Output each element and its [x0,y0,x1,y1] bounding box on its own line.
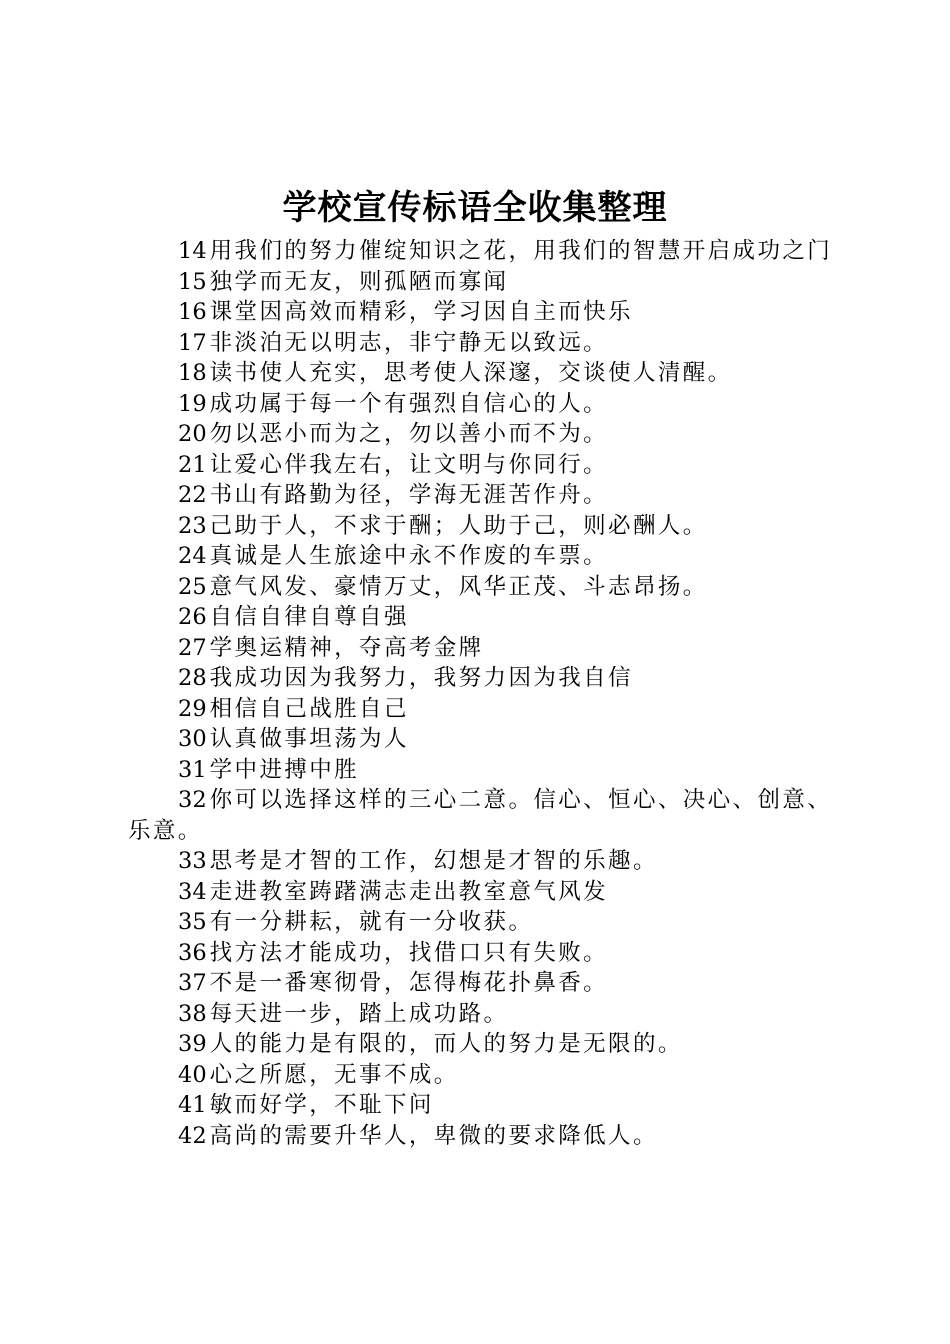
list-item [128,1060,853,1091]
list-item [128,480,853,511]
list-item [128,419,853,450]
list-item [128,1090,853,1121]
item-number: 32 [178,787,207,813]
item-number: 14 [178,238,207,264]
list-item [128,1029,853,1060]
item-text: 课堂因高效而精彩，学习因自主而快乐 [209,299,633,325]
list-item [128,572,853,603]
item-text: 找方法才能成功，找借口只有失败。 [209,939,609,966]
list-item [128,602,853,633]
page-title: 学校宣传标语全收集整理 [282,188,668,228]
list-item [128,511,853,542]
list-item [128,328,853,359]
item-text: 读书使人充实，思考使人深邃，交谈使人清醒。 [209,360,733,386]
item-text: 认真做事坦荡为人 [209,726,409,752]
item-number: 28 [178,665,207,691]
item-number: 42 [178,1122,207,1149]
list-item [128,785,853,846]
item-text: 用我们的努力催绽知识之花，用我们的智慧开启成功之门 [209,238,833,264]
item-text: 有一分耕耘，就有一分收获。 [209,909,534,935]
list-item [128,541,853,572]
item-text: 真诚是人生旅途中永不作废的车票。 [209,543,609,569]
item-text: 思考是才智的工作，幻想是才智的乐趣。 [209,848,658,874]
item-number: 22 [178,482,207,508]
list-item [128,297,853,328]
list-item [128,450,853,481]
list-item [128,907,853,938]
list-item [128,694,853,725]
item-number: 34 [178,878,207,905]
item-number: 18 [178,360,207,386]
list-item [128,846,853,877]
list-item [128,633,853,664]
item-text: 非淡泊无以明志，非宁静无以致远。 [209,329,609,356]
item-text: 让爱心伴我左右，让文明与你同行。 [209,451,609,478]
item-text: 勿以恶小而为之，勿以善小而不为。 [209,421,609,447]
item-number: 36 [178,939,207,966]
item-text: 你可以选择这样的三心二意。信心、恒心、决心、创意、乐意。 [128,787,833,844]
item-number: 27 [178,634,207,661]
item-text: 学中进搏中胜 [209,756,360,783]
item-number: 24 [178,543,207,569]
item-number: 41 [178,1092,207,1118]
item-number: 30 [178,726,207,752]
item-text: 学奥运精神，夺高考金牌 [209,634,484,661]
item-number: 23 [178,512,207,539]
item-text: 自信自律自尊自强 [209,604,409,630]
list-item [128,663,853,694]
item-text: 己助于人，不求于酬；人助于己，则必酬人。 [209,512,708,539]
list-item [128,755,853,786]
item-number: 15 [178,268,207,295]
item-text: 心之所愿，无事不成。 [209,1061,459,1088]
list-item [128,236,853,267]
list-item [128,724,853,755]
item-text: 意气风发、豪情万丈，风华正茂、斗志昂扬。 [209,573,708,600]
item-number: 37 [178,970,207,996]
item-text: 成功属于每一个有强烈自信心的人。 [209,390,609,417]
item-number: 33 [178,848,207,874]
list-item [128,877,853,908]
item-number: 25 [178,573,207,600]
item-text: 不是一番寒彻骨，怎得梅花扑鼻香。 [209,970,609,996]
item-text: 相信自己战胜自己 [209,695,409,722]
item-number: 38 [178,1000,207,1027]
list-item [128,938,853,969]
item-text: 走进教室踌躇满志走出教室意气风发 [209,878,609,905]
list-item [128,358,853,389]
item-number: 16 [178,299,207,325]
list-item [128,1121,853,1152]
item-number: 29 [178,695,207,722]
item-text: 人的能力是有限的，而人的努力是无限的。 [209,1031,683,1057]
list-item [128,267,853,298]
item-number: 39 [178,1031,207,1057]
slogan-list [128,236,853,1151]
list-item [128,389,853,420]
list-item [128,968,853,999]
item-text: 书山有路勤为径，学海无涯苦作舟。 [209,482,609,508]
item-number: 40 [178,1061,207,1088]
item-number: 35 [178,909,207,935]
list-item [128,999,853,1030]
item-text: 我成功因为我努力，我努力因为我自信 [209,665,633,691]
item-number: 17 [178,329,207,356]
item-text: 高尚的需要升华人，卑微的要求降低人。 [209,1122,658,1149]
item-number: 19 [178,390,207,417]
item-text: 独学而无友，则孤陋而寡闻 [209,268,509,295]
item-number: 21 [178,451,207,478]
item-number: 31 [178,756,207,783]
item-number: 26 [178,604,207,630]
item-number: 20 [178,421,207,447]
item-text: 敏而好学，不耻下问 [209,1092,434,1118]
item-text: 每天进一步，踏上成功路。 [209,1000,509,1027]
